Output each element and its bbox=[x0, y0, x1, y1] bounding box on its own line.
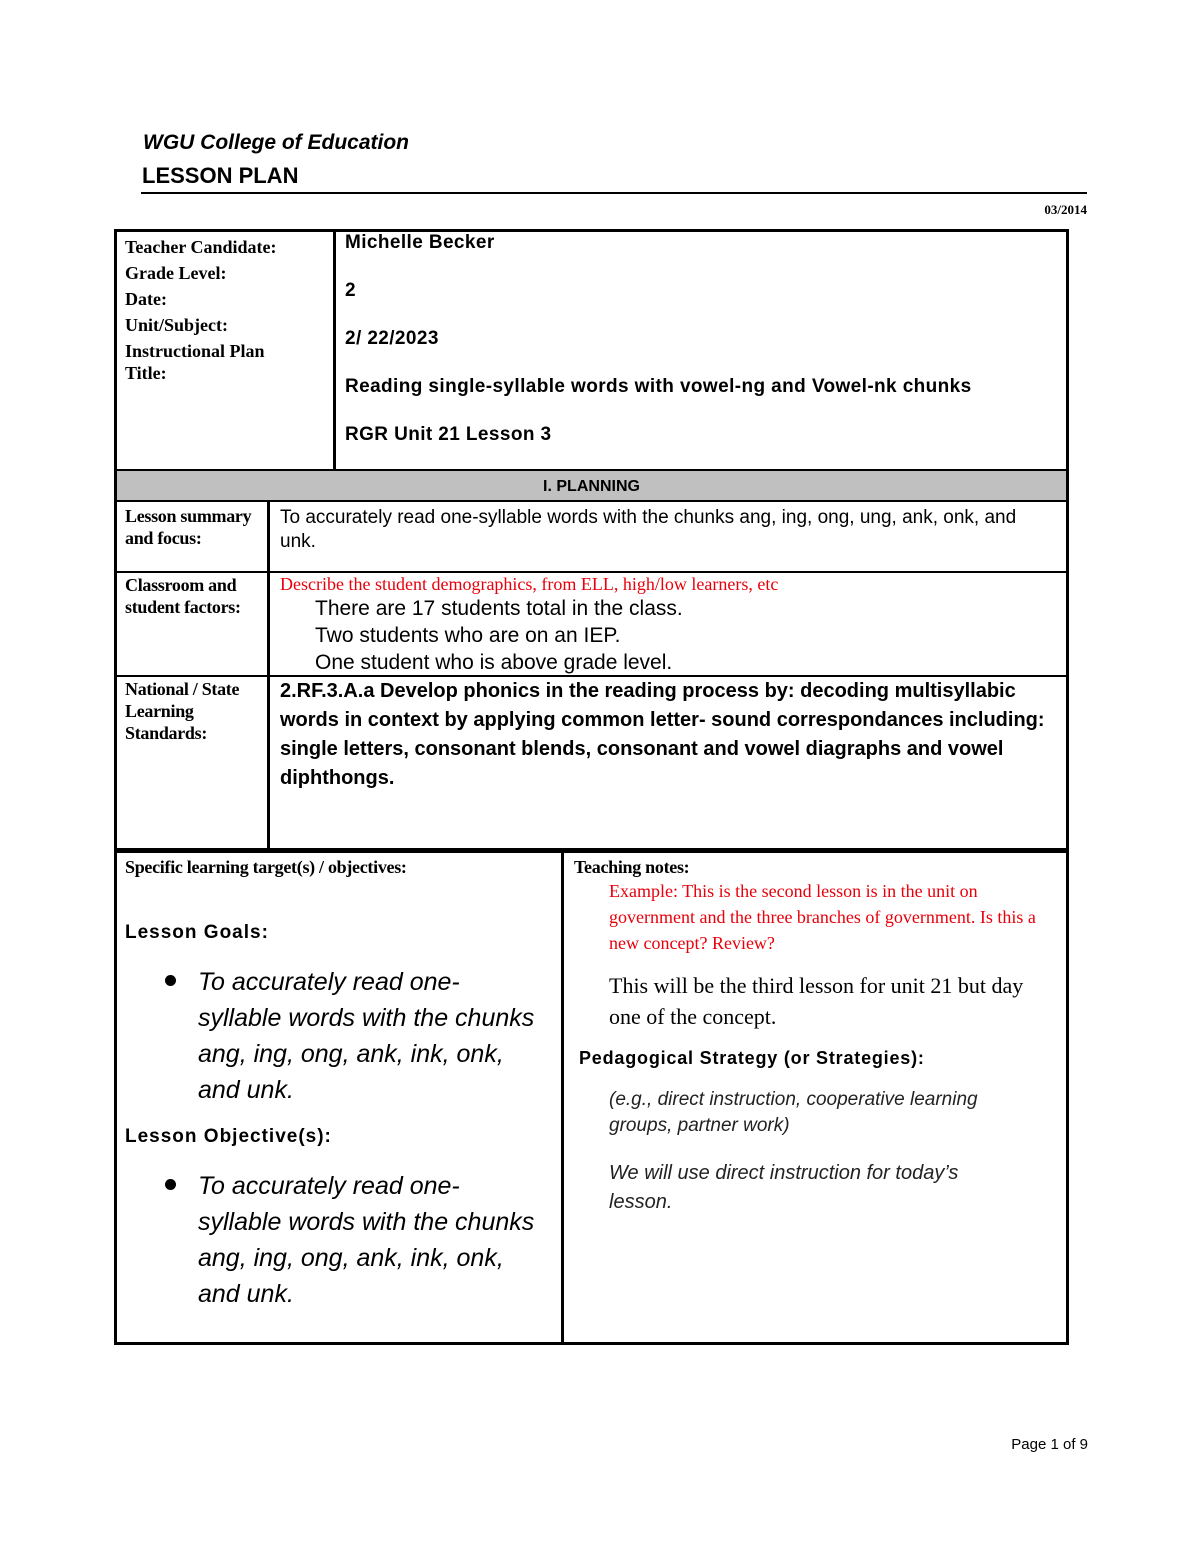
plan-title-value: RGR Unit 21 Lesson 3 bbox=[345, 424, 552, 445]
date-label: Date: bbox=[125, 289, 167, 309]
goal-text: To accurately read one-syllable words with the chunks ang, ing, ong, ank, ink, onk, and unk. bbox=[198, 968, 535, 1104]
objective-heading: Lesson Objective(s): bbox=[125, 1126, 332, 1147]
teacher-label: Teacher Candidate: bbox=[125, 237, 277, 257]
goal-item bbox=[0, 964, 535, 1108]
plan-title-label: Instructional Plan bbox=[125, 341, 265, 361]
factor-line: Two students who are on an IEP. bbox=[315, 624, 621, 647]
grade-level: 2 bbox=[345, 280, 356, 301]
objective-item bbox=[0, 1168, 535, 1312]
grade-label: Grade Level: bbox=[125, 263, 227, 283]
header-rule bbox=[141, 192, 1087, 194]
factors-prompt: Describe the student demographics, from ELL, high/low learners, etc bbox=[280, 574, 779, 594]
notes-heading: Teaching notes: bbox=[574, 857, 690, 877]
notes-cell bbox=[574, 856, 1059, 1217]
standards-label: National / State Learning Standards: bbox=[125, 679, 240, 743]
factors-cell bbox=[280, 573, 1060, 676]
strategy-text: We will use direct instruction for today’s lesson. bbox=[609, 1162, 959, 1213]
info-values bbox=[345, 230, 972, 470]
objective-text: To accurately read one-syllable words with the chunks ang, ing, ong, ank, ink, onk, and unk. bbox=[198, 1172, 535, 1308]
teacher-name: Michelle Becker bbox=[345, 232, 495, 253]
unit-label: Unit/Subject: bbox=[125, 315, 228, 335]
strategy-heading: Pedagogical Strategy (or Strategies): bbox=[579, 1048, 925, 1068]
notes-example: Example: This is the second lesson is in the unit on government and the three branches of government. Is this a new concept? Review? bbox=[609, 881, 1036, 953]
college-name: WGU College of Education bbox=[143, 131, 409, 154]
factor-line: There are 17 students total in the class. bbox=[315, 597, 683, 620]
planning-heading: I. PLANNING bbox=[117, 469, 1066, 502]
objectives-divider bbox=[561, 853, 564, 1342]
strategy-example: (e.g., direct instruction, cooperative learning groups, partner work) bbox=[609, 1089, 978, 1136]
lesson-date: 2/ 22/2023 bbox=[345, 328, 439, 349]
factors-label: Classroom and student factors: bbox=[125, 575, 241, 617]
summary-text: To accurately read one-syllable words with the chunks ang, ing, ong, ung, ank, onk, and unk. bbox=[280, 507, 1017, 552]
version-date: 03/2014 bbox=[1044, 202, 1087, 217]
summary-label: Lesson summary and focus: bbox=[125, 506, 252, 548]
unit-subject: Reading single-syllable words with vowel-ng and Vowel-nk chunks bbox=[345, 376, 972, 397]
objectives-cell bbox=[125, 856, 555, 1312]
document-title: LESSON PLAN bbox=[142, 163, 299, 188]
bullet-icon bbox=[165, 1179, 176, 1190]
goals-heading: Lesson Goals: bbox=[125, 922, 269, 943]
info-divider bbox=[333, 232, 336, 469]
plan-title-label-2: Title: bbox=[125, 363, 167, 383]
objectives-heading: Specific learning target(s) / objectives: bbox=[125, 857, 407, 877]
bullet-icon bbox=[165, 975, 176, 986]
info-labels bbox=[125, 234, 277, 384]
factor-line: One student who is above grade level. bbox=[315, 651, 673, 674]
notes-text: This will be the third lesson for unit 21 but day one of the concept. bbox=[609, 973, 1024, 1029]
page-number: Page 1 of 9 bbox=[1011, 1436, 1088, 1453]
standards-text: 2.RF.3.A.a Develop phonics in the reading process by: decoding multisyllabic words in context by applying common letter- sound correspondances including: single letters, consonant blends, consonant and vowel diagraphs and vowel diphthongs. bbox=[280, 680, 1045, 789]
